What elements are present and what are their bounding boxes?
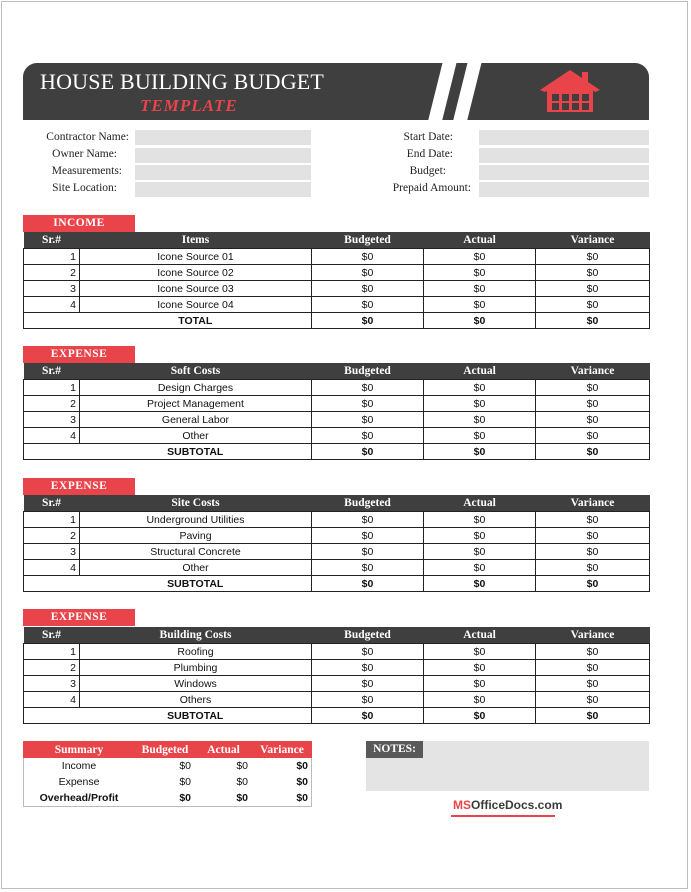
col-budgeted: Budgeted (312, 627, 424, 644)
logo-rest: OfficeDocs.com (471, 798, 563, 812)
table-row (24, 544, 650, 560)
table-row (24, 560, 650, 576)
subtotal-budgeted: $0 (312, 708, 424, 724)
col-budgeted: Budgeted (312, 232, 424, 249)
budgeted-cell[interactable]: $0 (312, 297, 424, 313)
item-cell[interactable]: Design Charges (80, 380, 312, 396)
col-items: Soft Costs (80, 363, 312, 380)
variance-cell: $0 (536, 380, 650, 396)
budgeted-cell[interactable]: $0 (312, 512, 424, 528)
budgeted-cell[interactable]: $0 (312, 660, 424, 676)
item-cell[interactable]: Project Management (80, 396, 312, 412)
variance-cell: $0 (536, 528, 650, 544)
summary-variance: $0 (296, 792, 308, 804)
sr-cell: 3 (24, 281, 80, 297)
budget-label: Budget: (409, 165, 446, 177)
variance-cell: $0 (536, 297, 650, 313)
expense-tag: EXPENSE (23, 609, 135, 626)
notes-area[interactable] (366, 741, 649, 791)
summary-budgeted: $0 (179, 760, 191, 772)
table-row (24, 281, 650, 297)
table-header-row (24, 627, 650, 644)
subtotal-row (24, 576, 650, 592)
col-actual: Actual (424, 232, 536, 249)
budgeted-cell[interactable]: $0 (312, 281, 424, 297)
notes-label: NOTES: (366, 741, 423, 758)
sr-cell: 3 (24, 412, 80, 428)
prepaid-amount-label: Prepaid Amount: (392, 182, 471, 194)
actual-cell[interactable]: $0 (424, 660, 536, 676)
actual-cell[interactable]: $0 (424, 281, 536, 297)
variance-cell: $0 (536, 644, 650, 660)
variance-cell: $0 (536, 396, 650, 412)
subtotal-variance: $0 (536, 576, 650, 592)
subtotal-label: SUBTOTAL (80, 444, 312, 460)
table-row (24, 676, 650, 692)
logo-underline (451, 815, 555, 817)
start-date-field[interactable] (479, 130, 649, 145)
sr-cell: 2 (24, 265, 80, 281)
subtotal-row (24, 444, 650, 460)
summary-col-actual: Actual (195, 741, 252, 758)
table-row (24, 512, 650, 528)
blank-cell (24, 708, 80, 724)
summary-header-row (23, 741, 312, 758)
variance-cell: $0 (536, 660, 650, 676)
budget-field[interactable] (479, 165, 649, 180)
item-cell[interactable]: Others (80, 692, 312, 708)
item-cell[interactable]: Underground Utilities (80, 512, 312, 528)
actual-cell[interactable]: $0 (424, 644, 536, 660)
col-actual: Actual (424, 627, 536, 644)
house-icon (538, 68, 602, 114)
total-budgeted: $0 (312, 313, 424, 329)
table-row (24, 297, 650, 313)
item-cell[interactable]: Roofing (80, 644, 312, 660)
table-row (24, 396, 650, 412)
col-sr: Sr.# (24, 363, 80, 380)
item-cell[interactable]: Icone Source 03 (80, 281, 312, 297)
variance-cell: $0 (536, 676, 650, 692)
table-row (24, 660, 650, 676)
summary-budgeted: $0 (179, 776, 191, 788)
sr-cell: 4 (24, 428, 80, 444)
total-label: TOTAL (80, 313, 312, 329)
item-cell[interactable]: Plumbing (80, 660, 312, 676)
logo-ms: MS (453, 798, 471, 812)
budgeted-cell[interactable]: $0 (312, 644, 424, 660)
sr-cell: 2 (24, 528, 80, 544)
summary-variance: $0 (296, 760, 308, 772)
page-title: HOUSE BUILDING BUDGET (40, 69, 325, 94)
summary-col-variance: Variance (252, 741, 312, 758)
sr-cell: 1 (24, 644, 80, 660)
item-cell[interactable]: General Labor (80, 412, 312, 428)
item-cell[interactable]: Other (80, 560, 312, 576)
col-sr: Sr.# (24, 627, 80, 644)
total-variance: $0 (536, 313, 650, 329)
sr-cell: 2 (24, 660, 80, 676)
table-row (24, 644, 650, 660)
blank-cell (24, 576, 80, 592)
sr-cell: 1 (24, 249, 80, 265)
variance-cell: $0 (536, 249, 650, 265)
summary-label: Overhead/Profit (39, 792, 119, 804)
subtotal-actual: $0 (424, 576, 536, 592)
expense-tag: EXPENSE (23, 346, 135, 363)
site-costs-table (23, 495, 650, 592)
table-header-row (24, 363, 650, 380)
subtotal-label: SUBTOTAL (80, 576, 312, 592)
budgeted-cell[interactable]: $0 (312, 265, 424, 281)
table-row (24, 428, 650, 444)
subtotal-variance: $0 (536, 444, 650, 460)
budgeted-cell[interactable]: $0 (312, 560, 424, 576)
col-budgeted: Budgeted (312, 363, 424, 380)
site-location-label: Site Location: (52, 182, 117, 194)
sr-cell: 3 (24, 544, 80, 560)
subtotal-actual: $0 (424, 708, 536, 724)
sr-cell: 4 (24, 560, 80, 576)
variance-cell: $0 (536, 412, 650, 428)
col-items: Building Costs (80, 627, 312, 644)
actual-cell[interactable]: $0 (424, 396, 536, 412)
total-actual: $0 (424, 313, 536, 329)
budgeted-cell[interactable]: $0 (312, 528, 424, 544)
header-banner (23, 63, 649, 120)
item-cell[interactable]: Structural Concrete (80, 544, 312, 560)
stripe-decoration (426, 63, 457, 120)
budgeted-cell[interactable]: $0 (312, 412, 424, 428)
sr-cell: 4 (24, 297, 80, 313)
variance-cell: $0 (536, 544, 650, 560)
col-items: Site Costs (80, 495, 312, 512)
col-items: Items (80, 232, 312, 249)
sr-cell: 1 (24, 512, 80, 528)
col-actual: Actual (424, 363, 536, 380)
table-header-row (24, 495, 650, 512)
expense-tag: EXPENSE (23, 478, 135, 495)
sr-cell: 4 (24, 692, 80, 708)
start-date-label: Start Date: (403, 131, 453, 143)
actual-cell[interactable]: $0 (424, 428, 536, 444)
actual-cell[interactable]: $0 (424, 528, 536, 544)
summary-label: Expense (58, 776, 100, 788)
sr-cell: 2 (24, 396, 80, 412)
col-variance: Variance (536, 495, 650, 512)
measurements-field[interactable] (135, 165, 311, 180)
end-date-field[interactable] (479, 148, 649, 163)
item-cell[interactable]: Icone Source 04 (80, 297, 312, 313)
summary-table (23, 741, 312, 806)
building-costs-table (23, 627, 650, 724)
total-row (24, 313, 650, 329)
budgeted-cell[interactable]: $0 (312, 380, 424, 396)
variance-cell: $0 (536, 428, 650, 444)
table-row (24, 380, 650, 396)
col-variance: Variance (536, 363, 650, 380)
col-actual: Actual (424, 495, 536, 512)
actual-cell[interactable]: $0 (424, 512, 536, 528)
variance-cell: $0 (536, 512, 650, 528)
item-cell[interactable]: Windows (80, 676, 312, 692)
summary-budgeted: $0 (179, 792, 191, 804)
budgeted-cell[interactable]: $0 (312, 692, 424, 708)
actual-cell[interactable]: $0 (424, 297, 536, 313)
item-cell[interactable]: Paving (80, 528, 312, 544)
subtotal-variance: $0 (536, 708, 650, 724)
income-tag: INCOME (23, 215, 135, 232)
income-table (23, 232, 650, 329)
variance-cell: $0 (536, 265, 650, 281)
sr-cell: 1 (24, 380, 80, 396)
variance-cell: $0 (536, 692, 650, 708)
budgeted-cell[interactable]: $0 (312, 676, 424, 692)
actual-cell[interactable]: $0 (424, 560, 536, 576)
site-location-field[interactable] (135, 182, 311, 197)
subtotal-row (24, 708, 650, 724)
owner-name-label: Owner Name: (52, 148, 117, 160)
table-row (24, 265, 650, 281)
blank-cell (24, 313, 80, 329)
item-cell[interactable]: Icone Source 02 (80, 265, 312, 281)
measurements-label: Measurements: (51, 165, 122, 177)
contractor-name-label: Contractor Name: (46, 131, 129, 143)
msofficedocs-logo (453, 798, 562, 812)
budgeted-cell[interactable]: $0 (312, 428, 424, 444)
summary-row-income (23, 758, 312, 774)
actual-cell[interactable]: $0 (424, 265, 536, 281)
page-subtitle: TEMPLATE (140, 96, 238, 115)
subtotal-budgeted: $0 (312, 444, 424, 460)
sr-cell: 3 (24, 676, 80, 692)
prepaid-amount-field[interactable] (479, 182, 649, 197)
col-sr: Sr.# (24, 232, 80, 249)
summary-actual: $0 (236, 792, 248, 804)
summary-row-overhead (23, 790, 312, 806)
contractor-name-field[interactable] (135, 130, 311, 145)
budgeted-cell[interactable]: $0 (312, 249, 424, 265)
variance-cell: $0 (536, 281, 650, 297)
summary-row-expense (23, 774, 312, 790)
table-row (24, 249, 650, 265)
end-date-label: End Date: (406, 148, 453, 160)
table-row (24, 528, 650, 544)
subtotal-actual: $0 (424, 444, 536, 460)
actual-cell[interactable]: $0 (424, 676, 536, 692)
actual-cell[interactable]: $0 (424, 380, 536, 396)
variance-cell: $0 (536, 560, 650, 576)
table-row (24, 412, 650, 428)
budgeted-cell[interactable]: $0 (312, 396, 424, 412)
summary-col-label: Summary (23, 741, 135, 758)
subtotal-budgeted: $0 (312, 576, 424, 592)
budgeted-cell[interactable]: $0 (312, 544, 424, 560)
stripe-decoration (451, 63, 482, 120)
col-variance: Variance (536, 232, 650, 249)
col-variance: Variance (536, 627, 650, 644)
summary-actual: $0 (236, 776, 248, 788)
col-sr: Sr.# (24, 495, 80, 512)
subtotal-label: SUBTOTAL (80, 708, 312, 724)
table-header-row (24, 232, 650, 249)
summary-variance: $0 (296, 776, 308, 788)
actual-cell[interactable]: $0 (424, 692, 536, 708)
summary-actual: $0 (236, 760, 248, 772)
item-cell[interactable]: Other (80, 428, 312, 444)
table-row (24, 692, 650, 708)
actual-cell[interactable]: $0 (424, 544, 536, 560)
actual-cell[interactable]: $0 (424, 249, 536, 265)
col-budgeted: Budgeted (312, 495, 424, 512)
item-cell[interactable]: Icone Source 01 (80, 249, 312, 265)
blank-cell (24, 444, 80, 460)
summary-label: Income (61, 760, 97, 772)
actual-cell[interactable]: $0 (424, 412, 536, 428)
soft-costs-table (23, 363, 650, 460)
summary-col-budgeted: Budgeted (135, 741, 195, 758)
owner-name-field[interactable] (135, 148, 311, 163)
